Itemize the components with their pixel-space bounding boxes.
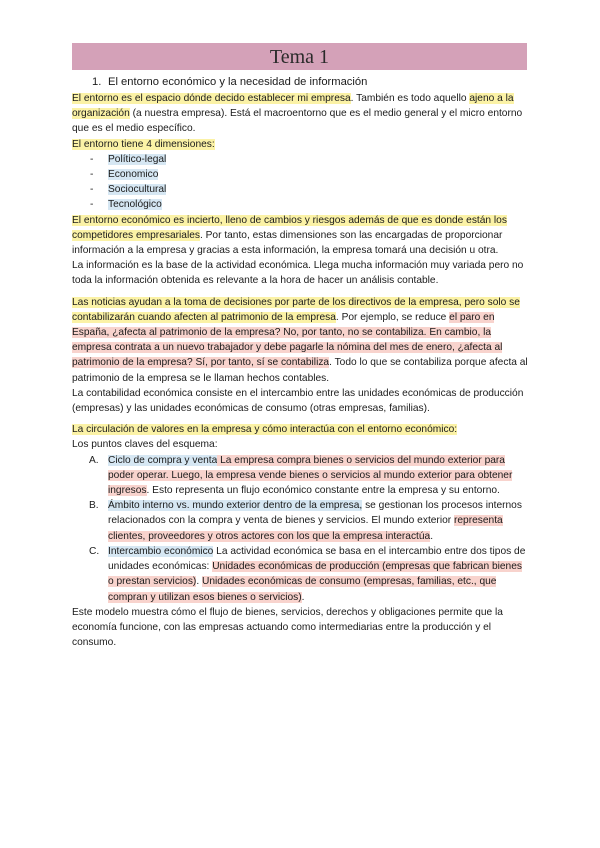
highlight-red: representa clientes, proveedores y otros actores con los que la empresa interactúa (108, 515, 503, 542)
text-run: . Por tanto, estas dimensiones son las encargadas de proporcionar información a la empresa y gracias a esta información, la empresa tomará una decisión u otra. (72, 229, 503, 257)
text-run: . Esto representa un flujo económico constante entre la empresa y su entorno. (146, 485, 500, 497)
document-body (72, 75, 530, 650)
highlight-yellow: La circulación de valores en la empresa y cómo interactúa con el entorno económico: (72, 424, 458, 436)
list-marker: C. (89, 545, 100, 557)
list-item (90, 182, 530, 197)
highlight-yellow: El entorno es el espacio dónde decido establecer mi empresa (72, 93, 351, 104)
highlight-red: el paro en España, ¿afecta al patrimonio de la empresa? No, por tanto, no se contabiliza. En cambio, la empresa contrata a un nuevo trabajador y debe pagarle la nómina del mes de enero, ¿afecta al patrimonio de la empresa? Sí, por tanto, sí se contabiliza (72, 311, 503, 369)
paragraph-incierto (72, 213, 530, 259)
section-title: El entorno económico y la necesidad de información (108, 76, 368, 88)
dimensions-intro (72, 137, 530, 152)
highlight-red: Unidades económicas de producción (empresas que fabrican bienes o prestan servicios) (108, 561, 522, 588)
key-points-list (72, 453, 530, 605)
highlight-yellow: ajeno a la organización (72, 93, 514, 120)
paragraph-entorno (72, 91, 530, 137)
highlight-red: Unidades económicas de consumo (empresas, familias, etc., que compran y utilizan esos bienes o servicios) (108, 576, 497, 603)
highlight-blue: Ciclo de compra y venta (108, 454, 218, 466)
list-item (72, 498, 530, 544)
highlight-red: La empresa compra bienes o servicios del mundo exterior para poder operar. Luego, la empresa vende bienes o servicios al mundo exterior para obtener ingresos (108, 454, 513, 497)
paragraph-contabilidad: La contabilidad económica consiste en el intercambio entre las unidades económicas de producción (empresas) y las unidades económicas de consumo (otras empresas, familias). (72, 387, 524, 415)
list-marker: A. (89, 454, 99, 466)
highlight-blue: Ámbito interno vs. mundo exterior dentro de la empresa, (108, 500, 363, 512)
page-title: Tema 1 (269, 46, 330, 68)
paragraph-modelo: Este modelo muestra cómo el flujo de bienes, servicios, derechos y obligaciones permite que la economía funcione, con las empresas actuando como intermediarias entre la producción y el consumo. (72, 606, 503, 649)
text-run: . Todo lo que se contabiliza porque afecta al patrimonio de la empresa se le llaman hechos contables. (72, 357, 528, 384)
section-heading (72, 75, 530, 90)
list-item (90, 152, 530, 167)
section-number: 1. (92, 76, 102, 88)
paragraph-puntos: Los puntos claves del esquema: (72, 439, 218, 451)
text-run: (a nuestra empresa). Está el macroentorno que es el medio general y el micro entorno que es el medio específico. (72, 108, 523, 135)
highlight-blue: Sociocultural (108, 184, 167, 196)
text-run: La actividad económica se basa en el intercambio entre dos tipos de unidades económicas: (108, 545, 526, 573)
text-run: . (430, 530, 434, 542)
list-item (72, 544, 530, 605)
highlight-yellow: El entorno económico es incierto, lleno de cambios y riesgos además de que es donde están los competidores empresariales (72, 214, 507, 241)
highlight-yellow: El entorno tiene 4 dimensiones: (72, 138, 215, 150)
text-run: . También es todo aquello (350, 93, 470, 104)
highlight-blue: Economico (108, 169, 159, 181)
list-item (90, 167, 530, 182)
text-run: . Por ejemplo, se reduce (335, 311, 450, 323)
paragraph-circulacion (72, 422, 530, 437)
text-run: . (301, 591, 305, 603)
highlight-yellow: Las noticias ayudan a la toma de decisiones por parte de los directivos de la empresa, pero solo se contabilizarán cuando afecten al patrimonio de la empresa (72, 296, 520, 323)
highlight-blue: Tecnológico (108, 199, 162, 211)
paragraph-informacion: La información es la base de la actividad económica. Llega mucha información muy variada pero no toda la información obtenida es relevante a la hora de hacer un análisis contable. (72, 260, 524, 287)
paragraph-noticias (72, 295, 530, 386)
list-item (90, 197, 530, 212)
highlight-blue: Intercambio económico (108, 545, 214, 557)
dimensions-list (72, 152, 530, 213)
title-banner (72, 43, 527, 70)
highlight-blue: Político-legal (108, 153, 167, 165)
list-marker: B. (89, 500, 99, 512)
text-run: . (196, 576, 202, 588)
list-item (72, 453, 530, 499)
text-run: se gestionan los procesos internos relacionados con la compra y venta de bienes y servicios. El mundo exterior (108, 500, 522, 527)
